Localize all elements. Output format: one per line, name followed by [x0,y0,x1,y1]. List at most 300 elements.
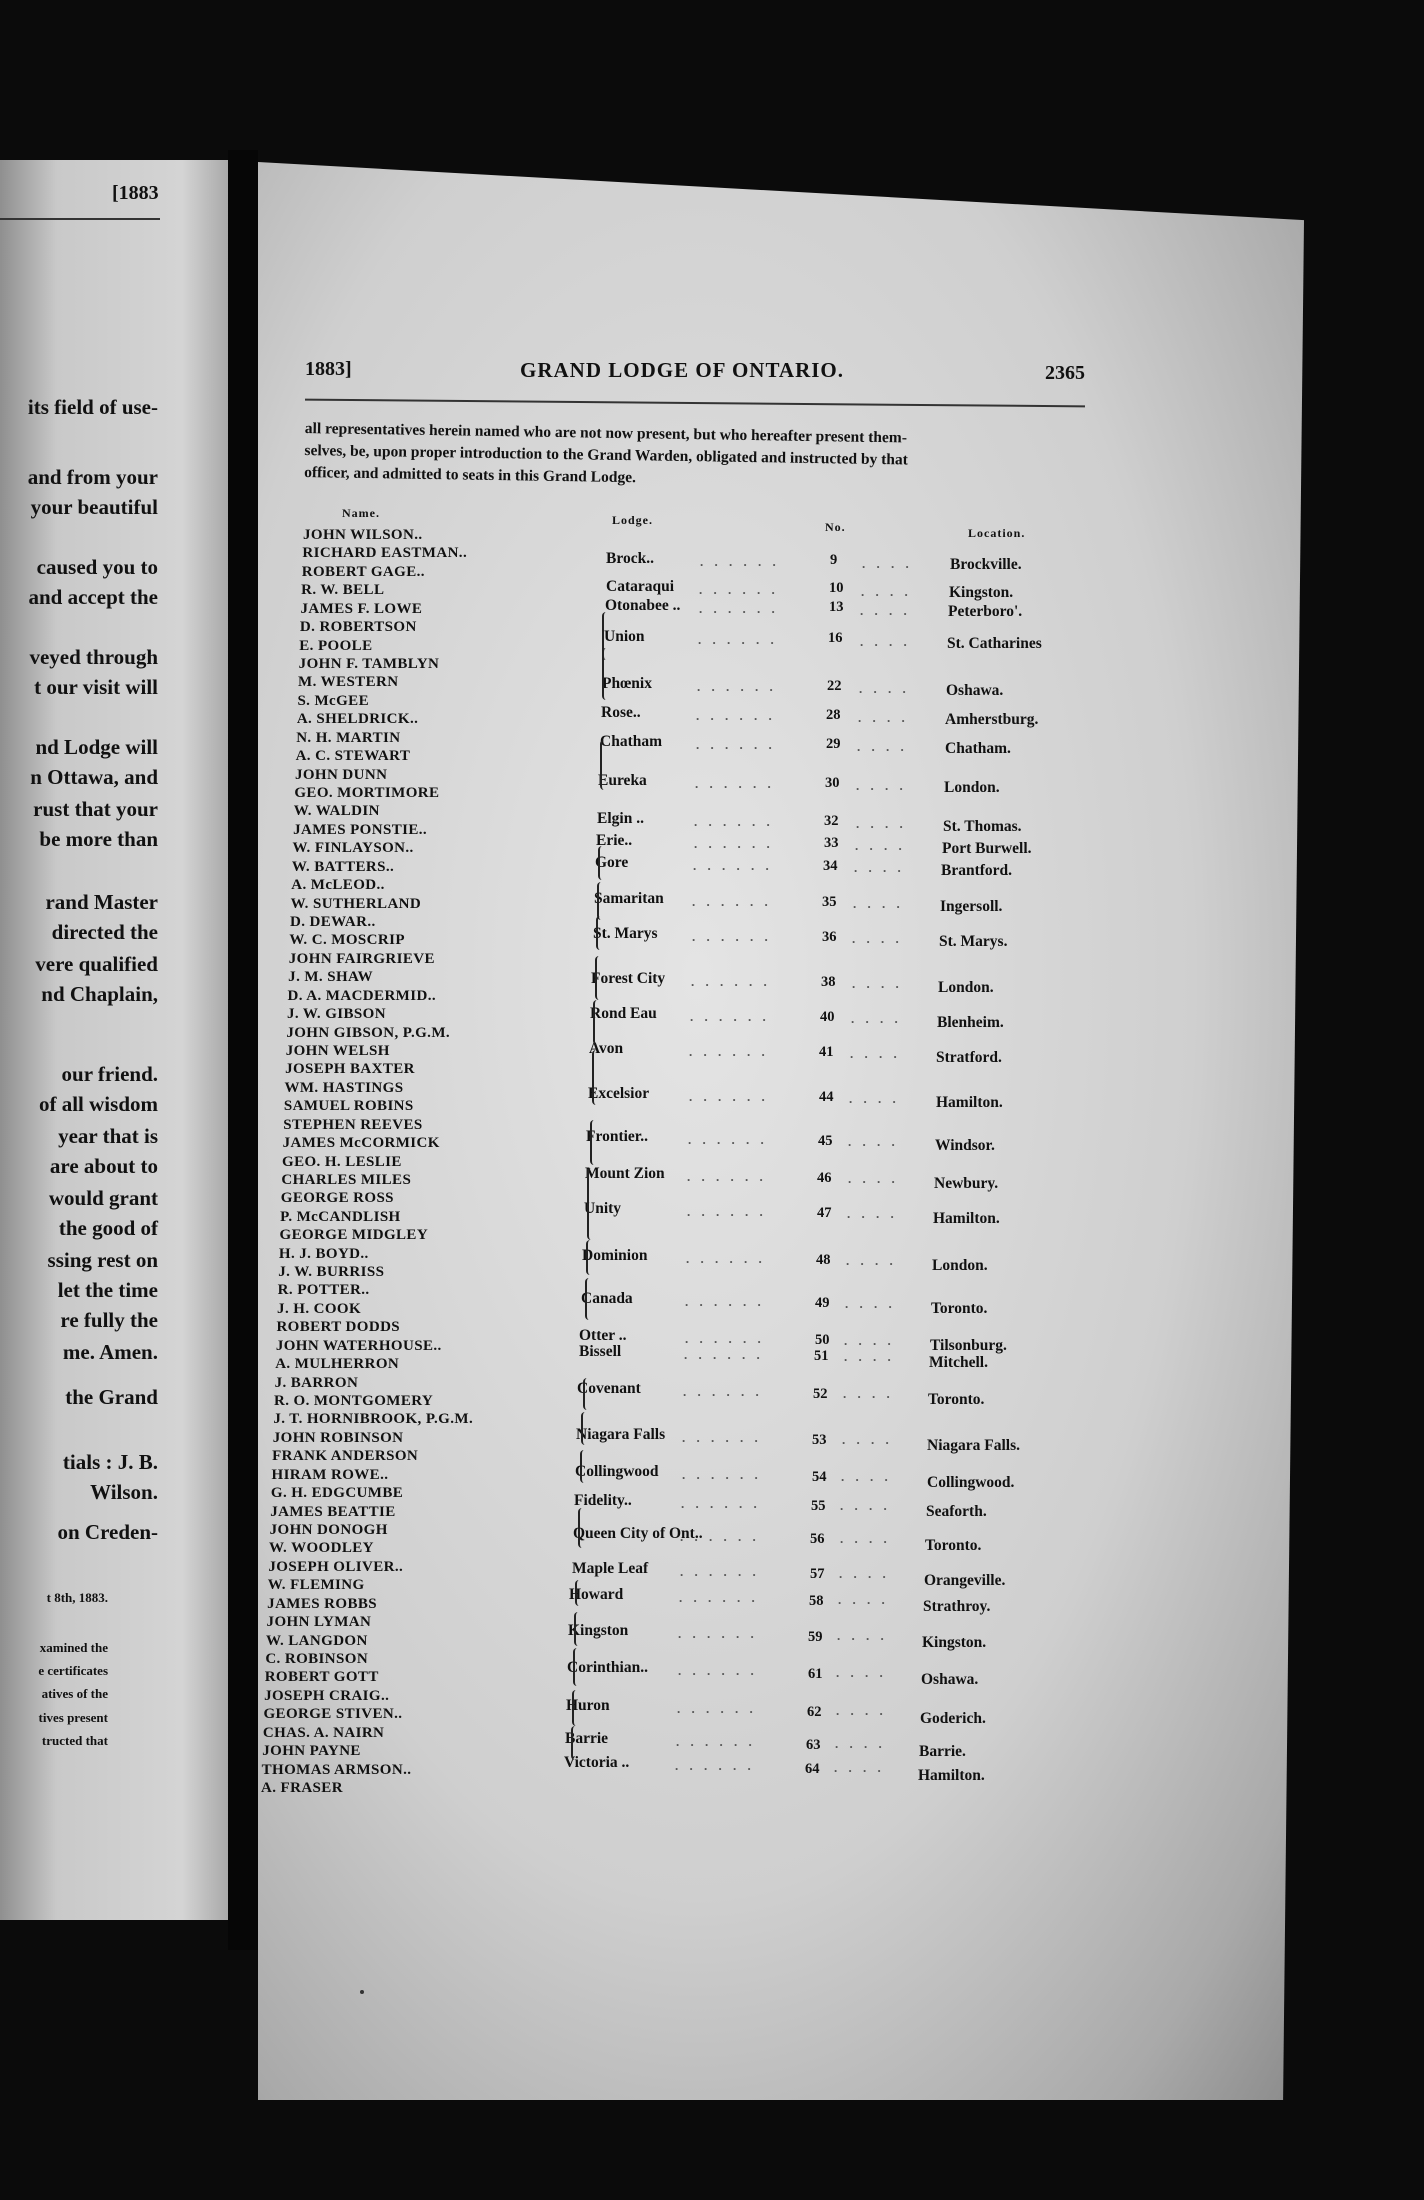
lodge-number: 16 [828,630,843,646]
representative-name: N. H. MARTIN [296,729,401,746]
lodge-name: Maple Leaf [572,1560,649,1577]
representative-name: HIRAM ROWE.. [271,1466,389,1483]
dot-leader: . . . . . . [696,708,776,723]
lodge-location: Orangeville. [924,1572,1006,1589]
dot-leader: . . . . [858,710,909,725]
dot-leader: . . . . [845,1296,896,1311]
representative-name: GEO. MORTIMORE [294,784,440,801]
dot-leader: . . . . . . [688,1132,768,1147]
left-page-line: me. Amen. [62,1340,158,1364]
intro-paragraph [304,418,1090,496]
grouping-brace [592,1050,600,1105]
lodge-location: Stratford. [936,1049,1002,1066]
lodge-location: St. Catharines [947,635,1042,652]
grouping-brace [583,1378,591,1410]
lodge-number: 35 [822,894,837,910]
lodge-name: Corinthian.. [567,1659,648,1676]
header-year: 1883] [305,358,352,380]
representative-name: JOHN WATERHOUSE.. [275,1337,442,1354]
dot-leader: . . . . . . [676,1734,756,1749]
lodge-location: Oshawa. [946,682,1004,699]
representative-name: ROBERT GOTT [264,1669,379,1686]
dot-leader: . . . . . . [686,1251,766,1266]
dot-leader: . . . . . . [687,1169,767,1184]
lodge-number: 50 [815,1332,830,1348]
lodge-name: Chatham [600,733,663,750]
dot-leader: . . . . [846,1253,897,1268]
representative-name: M. WESTERN [298,674,399,691]
left-page-line: directed the [51,920,158,944]
lodge-number: 64 [805,1761,820,1777]
lodge-number: 53 [812,1432,827,1448]
lodge-number: 58 [809,1593,824,1609]
dot-leader: . . . . . . [699,601,779,616]
dot-leader: . . . . [839,1566,890,1581]
lodge-number: 13 [829,599,844,615]
lodge-location: Seaforth. [926,1503,987,1520]
representative-name: P. McCANDLISH [280,1208,401,1225]
lodge-location: St. Thomas. [943,818,1022,835]
dot-leader: . . . . . . [680,1564,760,1579]
dot-leader: . . . . . . [685,1294,765,1309]
left-page-line: be more than [39,827,158,851]
representative-name: JOHN DUNN [294,766,388,783]
dot-leader: . . . . [850,1046,901,1061]
lodge-name: Brock.. [606,550,654,567]
lodge-location: London. [932,1257,988,1274]
representative-name: SAMUEL ROBINS [283,1098,414,1115]
left-page-line: year that is [58,1124,158,1148]
book-gutter [228,150,258,1950]
representative-name: A. McLEOD.. [291,877,385,894]
representative-name: FRANK ANDERSON [272,1448,419,1465]
column-header-number: No. [825,520,846,534]
lodge-number: 9 [830,552,838,568]
running-header [305,358,1085,388]
left-page-line: your beautiful [30,495,158,519]
intro-line: selves, be, upon proper introduction to the Grand Warden, obligated and instructed by that [304,441,908,469]
representative-name: S. McGEE [297,692,369,709]
representative-name: JAMES ROBBS [267,1595,378,1612]
lodge-name: St. Marys [593,925,658,942]
lodge-number: 44 [819,1089,834,1105]
lodge-number: 59 [808,1629,823,1645]
representative-name: D. ROBERTSON [299,619,417,636]
dot-leader: . . . . [834,1760,885,1775]
representative-name: ROBERT GAGE.. [301,563,425,580]
lodge-name: Phœnix [602,675,652,692]
dot-leader: . . . . [847,1206,898,1221]
representative-name: W. FLEMING [267,1577,365,1594]
lodge-number: 38 [821,974,836,990]
representative-name: J. W. BURRISS [278,1264,385,1281]
dot-leader: . . . . . . [694,814,774,829]
lodge-number: 46 [817,1170,832,1186]
representative-name: A. FRASER [261,1780,343,1796]
representative-name: G. H. EDGCUMBE [270,1485,404,1502]
lodge-name: Avon [589,1040,624,1057]
representative-name: J. BARRON [274,1374,359,1391]
dot-leader: . . . . [856,778,907,793]
header-title: GRAND LODGE OF ONTARIO. [520,358,845,382]
dot-leader: . . . . . . [675,1758,755,1773]
left-page-line: rand Master [45,890,158,914]
left-page-line: and from your [27,465,158,489]
lodge-name: Rond Eau [590,1005,657,1022]
lodge-number: 41 [819,1044,834,1060]
representative-name: J. M. SHAW [288,969,374,986]
representative-name: W. WALDIN [293,803,380,820]
left-page-line: xamined the [39,1640,108,1655]
representative-name: RICHARD EASTMAN.. [302,545,468,562]
left-page-line: t 8th, 1883. [46,1590,108,1605]
dot-leader: . . . . [849,1091,900,1106]
left-page-line: re fully the [60,1308,158,1332]
lodge-number: 10 [829,580,844,596]
representative-name: W. SUTHERLAND [290,895,422,912]
lodge-number: 49 [815,1295,830,1311]
representative-name: JOHN FAIRGRIEVE [288,950,435,967]
column-header-name: Name. [342,506,380,520]
lodge-number: 62 [807,1704,822,1720]
lodge-name: Huron [566,1697,610,1714]
representative-name: JOSEPH CRAIG.. [264,1687,390,1704]
representative-name: STEPHEN REEVES [283,1116,423,1133]
dot-leader: . . . . [857,739,908,754]
dot-leader: . . . . . . [682,1467,762,1482]
lodge-number: 48 [816,1252,831,1268]
lodge-name: Covenant [577,1380,641,1397]
representative-name: GEO. H. LESLIE [282,1153,402,1170]
representative-name: JOHN WELSH [285,1042,390,1059]
dot-leader: . . . . [838,1592,889,1607]
dot-leader: . . . . . . [680,1529,760,1544]
dot-leader: . . . . . . [692,894,772,909]
left-page-line: nd Chaplain, [41,982,158,1006]
lodge-number: 22 [827,678,842,694]
lodge-number: 33 [824,835,839,851]
left-page-line: of all wisdom [38,1092,158,1116]
lodge-name: Bissell [579,1343,622,1360]
lodge-name: Barrie [565,1730,609,1747]
grouping-brace [590,1120,598,1165]
grouping-brace [602,648,610,700]
grouping-brace [596,916,604,950]
dot-leader: . . . . [853,896,904,911]
representative-name: R. W. BELL [301,582,385,599]
dot-leader: . . . . [840,1498,891,1513]
grouping-brace [581,1412,589,1445]
dot-leader: . . . . . . [690,1009,770,1024]
dot-leader: . . . . [855,838,906,853]
left-page-line: atives of the [41,1686,108,1701]
dot-leader: . . . . [854,860,905,875]
lodge-name: Howard [569,1586,624,1603]
lodge-name: Elgin .. [597,810,644,827]
lodge-location: Ingersoll. [940,898,1003,915]
dot-leader: . . . . [848,1134,899,1149]
dot-leader: . . . . [835,1736,886,1751]
dot-leader: . . . . [852,976,903,991]
representative-name: THOMAS ARMSON.. [261,1761,412,1778]
dot-leader: . . . . [840,1531,891,1546]
dot-leader: . . . . [848,1171,899,1186]
lodge-name: Rose.. [601,704,641,721]
left-page-line: ssing rest on [47,1248,158,1272]
intro-line: all representatives herein named who are not now present, but who hereafter present them- [304,419,908,447]
dot-leader: . . . . . . [699,582,779,597]
representative-name: JOSEPH BAXTER [285,1061,415,1078]
representative-name: J. W. GIBSON [286,1006,386,1023]
representative-name: W. WOODLEY [269,1540,374,1557]
lodge-location: Toronto. [928,1391,985,1408]
dot-leader: . . . . . . [700,554,780,569]
dot-leader: . . . . . . [694,836,774,851]
dot-leader: . . . . [860,603,911,618]
dot-leader: . . . . . . [695,776,775,791]
representative-name: GEORGE ROSS [280,1190,394,1207]
dot-leader: . . . . . . [698,632,778,647]
lodge-name: Victoria .. [564,1754,630,1771]
lodge-name: Gore [595,854,629,871]
lodge-number: 56 [810,1531,825,1547]
representative-name: R. POTTER.. [277,1282,370,1299]
lodge-name: Frontier.. [586,1128,648,1145]
representative-name: H. J. BOYD.. [278,1245,369,1262]
lodge-location: Kingston. [949,584,1014,601]
lodge-location: Hamilton. [936,1094,1003,1111]
representative-name: W. FINLAYSON.. [292,840,414,857]
lodge-number: 29 [826,736,841,752]
lodge-location: Tilsonburg. [930,1337,1007,1354]
lodge-location: St. Marys. [939,933,1008,950]
left-page-rule [0,218,160,220]
representative-name: JOHN DONOGH [269,1522,388,1539]
representative-name: W. LANGDON [265,1632,368,1649]
lodge-location: Chatham. [945,740,1011,757]
left-page-line: our friend. [61,1062,158,1086]
grouping-brace [585,1278,593,1320]
dot-leader: . . . . [859,681,910,696]
lodge-location: London. [944,779,1000,796]
grouping-brace [595,956,603,1000]
lodge-number: 47 [817,1205,832,1221]
lodge-name: Canada [581,1290,633,1307]
grouping-brace [575,1580,583,1606]
lodge-location: Barrie. [919,1743,966,1760]
lodge-name: Niagara Falls [576,1426,666,1443]
lodge-location: Collingwood. [927,1474,1015,1491]
lodge-number: 28 [826,707,841,723]
lodge-number: 55 [811,1498,826,1514]
lodge-name: Excelsior [588,1085,650,1102]
left-page-line: are about to [49,1154,158,1178]
representative-name: JOHN F. TAMBLYN [298,655,440,672]
left-page-line: on Creden- [57,1520,158,1544]
left-page-line: and accept the [28,585,158,609]
lodge-location: Goderich. [920,1710,986,1727]
dot-leader: . . . . [842,1432,893,1447]
left-page-line: tials : J. B. [62,1450,158,1474]
left-page-line: tructed that [41,1733,108,1748]
lodge-name: Queen City of Ont.. [573,1525,703,1542]
representative-name: CHARLES MILES [281,1171,412,1188]
representative-name: W. BATTERS.. [291,858,395,875]
dot-leader: . . . . . . [677,1701,757,1716]
dot-leader: . . . . [837,1628,888,1643]
grouping-brace [573,1648,581,1686]
dot-leader: . . . . [860,634,911,649]
lodge-name: Collingwood [575,1463,659,1480]
dot-leader: . . . . [844,1333,895,1348]
dot-leader: . . . . . . [696,737,776,752]
left-page-line: let the time [57,1278,158,1302]
left-page-line: the Grand [65,1385,158,1409]
dot-leader: . . . . . . [682,1430,762,1445]
lodge-location: Hamilton. [933,1210,1000,1227]
lodge-name: Unity [584,1200,622,1217]
dot-leader: . . . . . . [691,974,771,989]
lodge-number: 52 [813,1386,828,1402]
dot-leader: . . . . . . [683,1384,763,1399]
representative-name: JAMES F. LOWE [300,600,423,617]
representative-name: JAMES McCORMICK [282,1135,440,1152]
lodge-name: Otter .. [579,1327,627,1344]
representative-name: JAMES PONSTIE.. [293,821,428,838]
lodge-location: Oshawa. [921,1671,979,1688]
column-header-location: Location. [968,526,1026,540]
lodge-location: Strathroy. [923,1598,991,1615]
left-page-fragment [0,160,228,1920]
representative-name: JOHN LYMAN [266,1614,372,1631]
lodge-number: 40 [820,1009,835,1025]
lodge-number: 30 [825,775,840,791]
left-page-line: the good of [58,1216,158,1240]
representative-name: R. O. MONTGOMERY [273,1393,434,1410]
dot-leader: . . . . [844,1349,895,1364]
representative-name: JAMES BEATTIE [270,1503,396,1520]
lodge-location: London. [938,979,994,996]
dot-leader: . . . . [836,1703,887,1718]
lodge-name: Forest City [591,970,666,987]
representative-name: D. A. MACDERMID.. [287,987,437,1004]
lodge-number: 63 [806,1737,821,1753]
representative-name: C. ROBINSON [265,1651,369,1667]
representative-name: J. T. HORNIBROOK, P.G.M. [273,1411,474,1428]
dot-leader: . . . . . . [679,1590,759,1605]
lodge-location: Amherstburg. [945,711,1039,728]
dot-leader: . . . . [836,1665,887,1680]
dot-leader: . . . . [856,816,907,831]
dot-leader: . . . . [862,556,913,571]
dot-leader: . . . . [843,1386,894,1401]
lodge-number: 45 [818,1133,833,1149]
left-page-line: nd Lodge will [35,735,158,759]
lodge-name: Erie.. [596,832,633,849]
lodge-name: Fidelity.. [574,1492,632,1509]
representative-name: D. DEWAR.. [290,913,376,930]
dot-leader: . . . . . . [687,1204,767,1219]
dot-leader: . . . . [852,931,903,946]
column-header-lodge: Lodge. [612,513,654,527]
lodge-number: 57 [810,1566,825,1582]
representative-name: A. C. STEWART [295,748,411,765]
lodge-name: Samaritan [594,890,664,907]
dot-leader: . . . . . . [692,929,772,944]
representative-name: GEORGE STIVEN.. [263,1706,403,1723]
representative-name: E. POOLE [299,637,373,654]
dot-leader: . . . . [861,584,912,599]
representative-name: JOHN WILSON.. [303,527,423,543]
lodge-location: Brockville. [950,556,1022,573]
left-page-line: t our visit will [34,675,158,699]
representative-name: JOHN PAYNE [262,1743,361,1760]
representative-name: A. SHELDRICK.. [296,711,419,728]
grouping-brace [587,1168,595,1240]
representative-name: JOHN GIBSON, P.G.M. [286,1024,451,1041]
grouping-brace [580,1450,588,1483]
lodge-location: Blenheim. [937,1014,1004,1031]
grouping-brace [597,882,605,920]
lodge-location: Newbury. [934,1175,999,1192]
dot-leader: . . . . . . [681,1496,761,1511]
lodge-number: 32 [824,813,839,829]
left-page-line: rust that your [33,797,158,821]
lodge-name: Kingston [568,1622,629,1639]
left-page-line: veyed through [29,645,158,669]
lodge-location: Mitchell. [929,1354,988,1371]
grouping-brace [571,1726,579,1760]
lodge-name: Union [604,628,645,645]
lodge-name: Dominion [582,1247,648,1264]
dot-leader: . . . . [851,1011,902,1026]
lodge-location: Brantford. [941,862,1013,879]
left-page-line: tives present [38,1710,108,1725]
dot-leader: . . . . . . [689,1044,769,1059]
grouping-brace [598,846,606,880]
dot-leader: . . . . . . [678,1626,758,1641]
dot-leader: . . . . . . [693,858,773,873]
grouping-brace [600,740,608,790]
intro-line: officer, and admitted to seats in this Grand Lodge. [304,463,637,487]
grouping-brace [593,1000,601,1045]
lodge-number: 36 [822,929,837,945]
lodge-number: 61 [808,1666,823,1682]
representative-name: GEORGE MIDGLEY [279,1227,429,1244]
lodge-location: Kingston. [922,1634,987,1651]
left-page-line: e certificates [38,1663,108,1678]
lodge-location: Peterboro'. [948,603,1023,620]
lodge-location: Port Burwell. [942,840,1032,857]
left-page-line: its field of use- [27,395,158,419]
grouping-brace [578,1508,586,1548]
dot-leader: . . . . . . [689,1089,769,1104]
lodge-name: Eureka [598,772,647,789]
dot-leader: . . . . [841,1469,892,1484]
left-page-line: would grant [48,1186,158,1210]
lodge-location: Hamilton. [918,1767,985,1784]
lodge-number: 51 [814,1348,829,1364]
representative-name: ROBERT DODDS [276,1319,401,1336]
ink-dot [360,1990,364,1994]
dot-leader: . . . . . . [678,1663,758,1678]
lodge-location: Toronto. [931,1300,988,1317]
representative-name: WM. HASTINGS [284,1079,404,1096]
representative-name: J. H. COOK [277,1300,362,1317]
representative-name: JOSEPH OLIVER.. [268,1558,404,1575]
lodge-name: Otonabee .. [605,597,681,614]
left-page-line: Wilson. [90,1480,158,1504]
